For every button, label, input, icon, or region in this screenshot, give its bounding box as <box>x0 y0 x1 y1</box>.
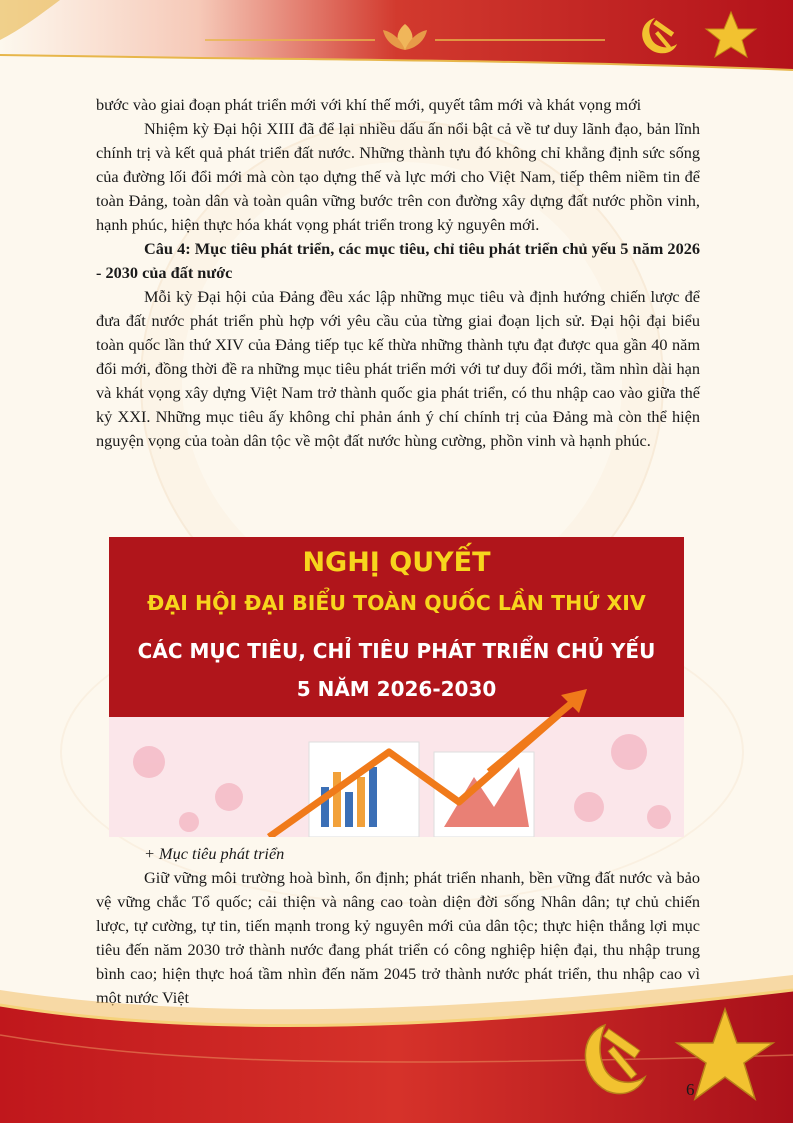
infographic-title-panel <box>109 537 684 717</box>
infographic-subtitle: ĐẠI HỘI ĐẠI BIỂU TOÀN QUỐC LẦN THỨ XIV <box>147 591 646 615</box>
lotus-ornament-icon <box>205 18 605 58</box>
gold-star-icon <box>706 12 756 57</box>
text-block-top <box>96 93 700 453</box>
footer-emblems <box>575 1005 785 1115</box>
paragraph-muc-tieu-intro: Mỗi kỳ Đại hội của Đảng đều xác lập những mục tiêu và định hướng chiến lược để đưa đất nước phát triển phù hợp với yêu cầu của từng giai đoạn lịch sử. Đại hội đại biểu toàn quốc lần thứ XIV của Đảng tiếp tục kế thừa những thành tựu đạt được qua gần 40 năm đổi mới, đồng thời đề ra những mục tiêu phát triển mới với tư duy đổi mới, tầm nhìn dài hạn và khát vọng xây dựng Việt Nam trở thành quốc gia phát triển, có thu nhập cao vào giữa thế kỷ XXI. Những mục tiêu ấy không chỉ phản ánh ý chí chính trị của Đảng mà còn thể hiện nguyện vọng của toàn dân tộc về một đất nước hùng cường, phồn vinh và hạnh phúc. <box>96 287 700 450</box>
resolution-infographic <box>109 537 684 837</box>
infographic-period: 5 NĂM 2026-2030 <box>296 677 497 701</box>
hammer-sickle-icon <box>642 18 677 53</box>
hammer-sickle-icon <box>585 1025 645 1094</box>
section-heading-cau-4: Câu 4: Mục tiêu phát triển, các mục tiêu, chỉ tiêu phát triển chủ yếu 5 năm 2026 - 2030 của đất nước <box>96 239 700 282</box>
paragraph-nhiem-ky: Nhiệm kỳ Đại hội XIII đã để lại nhiều dấu ấn nổi bật cả về tư duy lãnh đạo, bản lĩnh chính trị và kết quả phát triển đất nước. Những thành tựu đó không chỉ khẳng định sức sống của đường lối đổi mới mà còn tạo dựng thế và lực mới cho Việt Nam, tiếp thêm niềm tin để toàn Đảng, toàn dân và toàn quân vững bước trên con đường xây dựng đất nước phồn vinh, hạnh phúc, hiện thực hóa khát vọng phát triển trong kỷ nguyên mới. <box>96 119 700 234</box>
page-number: 6 <box>686 1080 695 1099</box>
page-header <box>0 0 793 80</box>
paragraph-giu-vung: Giữ vững môi trường hoà bình, ổn định; phát triển nhanh, bền vững đất nước và bảo vệ vững chắc Tổ quốc; cải thiện và nâng cao toàn diện đời sống Nhân dân; tự chủ chiến lược, tự cường, tự tin, tiến mạnh trong kỷ nguyên mới của dân tộc; thực hiện thắng lợi mục tiêu đến năm 2030 trở thành nước đang phát triển có công nghiệp hiện đại, thu nhập trung bình cao; hiện thực hoá tầm nhìn đến năm 2045 trở thành nước phát triển, thu nhập cao vì một nước Việt <box>96 868 700 1007</box>
infographic-topic: CÁC MỤC TIÊU, CHỈ TIÊU PHÁT TRIỂN CHỦ YẾU <box>137 639 656 663</box>
infographic-title: NGHỊ QUYẾT <box>302 547 491 578</box>
paragraph-continuation: bước vào giai đoạn phát triển mới với khí thế mới, quyết tâm mới và khát vọng mới <box>96 95 642 114</box>
subheading-muc-tieu-phat-trien: + Mục tiêu phát triển <box>144 844 285 863</box>
header-emblems <box>633 10 763 60</box>
